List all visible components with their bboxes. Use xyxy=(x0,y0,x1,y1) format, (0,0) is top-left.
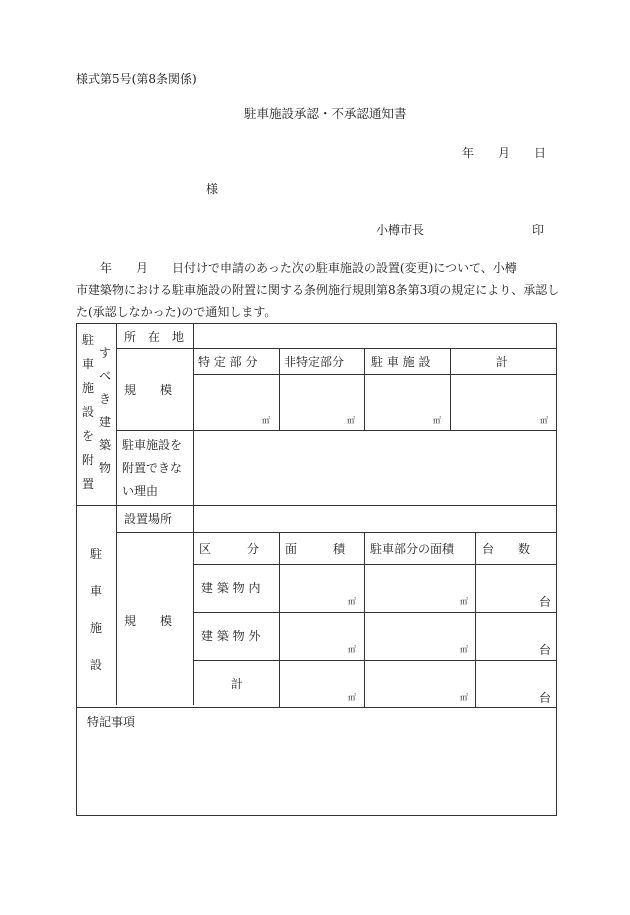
header-count: 台 数 xyxy=(482,542,531,556)
body-line-1: 年 月 日付けで申請のあった次の駐車施設の設置(変更)について、小樽 xyxy=(76,261,517,275)
unit-sqm: ㎡ xyxy=(460,693,468,702)
seal-mark: 印 xyxy=(532,223,545,237)
unit-sqm: ㎡ xyxy=(347,416,355,425)
unit-count: 台 xyxy=(539,595,552,609)
reason-label-line-2: 附置できな xyxy=(122,461,183,475)
reason-label-line-1: 駐車施設を xyxy=(122,438,183,452)
section2-label: 駐 車 施 設 xyxy=(89,547,102,672)
header-classification: 区 分 xyxy=(199,542,260,556)
header-non-specific-part: 非特定部分 xyxy=(284,355,345,369)
document-title: 駐車施設承認・不承認通知書 xyxy=(244,106,407,121)
scale-label: 規 模 xyxy=(124,383,173,397)
location-label: 所 在 地 xyxy=(124,330,185,344)
unit-sqm: ㎡ xyxy=(433,416,441,425)
body-line-2: 市建築物における駐車施設の附置に関する条例施行規則第8条第3項の規定により、承認し xyxy=(76,283,560,297)
unit-sqm: ㎡ xyxy=(348,693,356,702)
unit-sqm: ㎡ xyxy=(348,597,356,606)
scale-label-2: 規 模 xyxy=(124,614,173,628)
unit-sqm: ㎡ xyxy=(460,597,468,606)
body-line-3: た(承認しなかった)ので通知します。 xyxy=(76,305,277,319)
header-specific-part: 特 定 部 分 xyxy=(198,355,258,369)
unit-sqm: ㎡ xyxy=(540,416,548,425)
section1-label-column-a: 駐 車 施 設 を 附 置 xyxy=(81,333,94,491)
installation-place-label: 設置場所 xyxy=(124,512,173,526)
unit-count: 台 xyxy=(539,643,552,657)
header-total: 計 xyxy=(496,355,509,369)
row-inside-building: 建 築 物 内 xyxy=(201,581,261,595)
header-area: 面 積 xyxy=(285,542,346,556)
unit-sqm: ㎡ xyxy=(262,416,270,425)
row-total: 計 xyxy=(231,677,244,691)
section1-label-column-b: す べ き 建 築 物 xyxy=(98,346,111,475)
row-outside-building: 建 築 物 外 xyxy=(201,629,261,643)
unit-sqm: ㎡ xyxy=(460,645,468,654)
date-line: 年 月 日 xyxy=(462,146,547,160)
header-parking-facility: 駐 車 施 設 xyxy=(371,355,431,369)
unit-count: 台 xyxy=(539,691,552,705)
unit-sqm: ㎡ xyxy=(348,645,356,654)
header-parking-area: 駐車部分の面積 xyxy=(370,542,455,556)
addressee-suffix: 様 xyxy=(206,182,219,196)
form-number: 様式第5号(第8条関係) xyxy=(76,72,197,86)
reason-label-line-3: い理由 xyxy=(122,484,159,498)
issuer-name: 小樽市長 xyxy=(376,223,425,237)
special-notes-label: 特記事項 xyxy=(87,715,136,729)
